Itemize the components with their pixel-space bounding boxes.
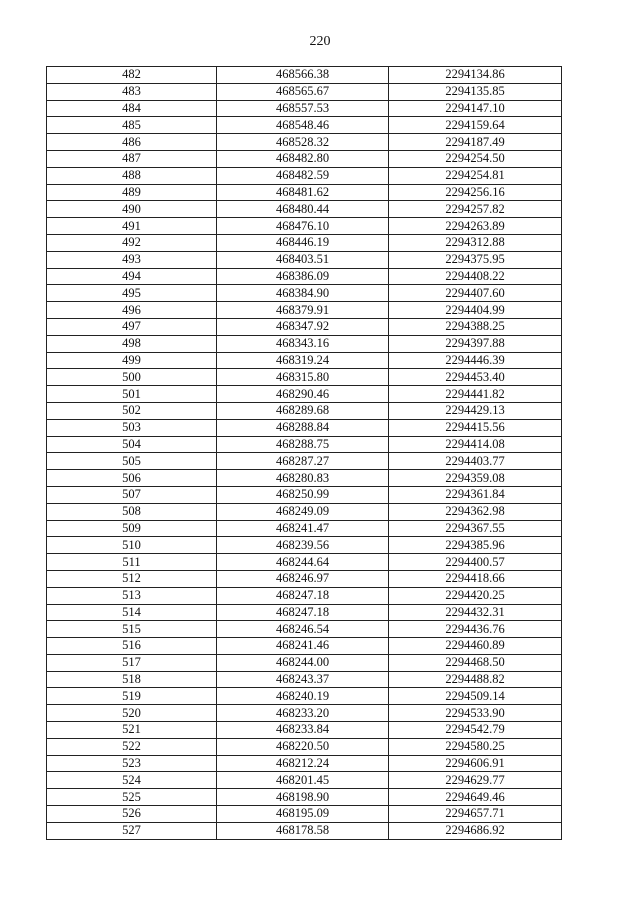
x-coordinate-cell: 468220.50 (217, 738, 389, 755)
point-number-cell: 509 (47, 520, 217, 537)
y-coordinate-cell: 2294429.13 (389, 402, 562, 419)
y-coordinate-cell: 2294460.89 (389, 638, 562, 655)
table-row (47, 67, 562, 84)
point-number-cell: 521 (47, 722, 217, 739)
y-coordinate-cell: 2294468.50 (389, 654, 562, 671)
table-row (47, 117, 562, 134)
y-coordinate-cell: 2294135.85 (389, 83, 562, 100)
x-coordinate-cell: 468246.54 (217, 621, 389, 638)
x-coordinate-cell: 468201.45 (217, 772, 389, 789)
y-coordinate-cell: 2294441.82 (389, 386, 562, 403)
x-coordinate-cell: 468241.47 (217, 520, 389, 537)
point-number-cell: 486 (47, 134, 217, 151)
y-coordinate-cell: 2294263.89 (389, 218, 562, 235)
table-row (47, 402, 562, 419)
point-number-cell: 523 (47, 755, 217, 772)
point-number-cell: 489 (47, 184, 217, 201)
point-number-cell: 490 (47, 201, 217, 218)
y-coordinate-cell: 2294187.49 (389, 134, 562, 151)
table-row (47, 285, 562, 302)
table-row (47, 251, 562, 268)
coordinates-table (46, 66, 562, 840)
point-number-cell: 511 (47, 554, 217, 571)
y-coordinate-cell: 2294415.56 (389, 419, 562, 436)
x-coordinate-cell: 468347.92 (217, 318, 389, 335)
y-coordinate-cell: 2294359.08 (389, 470, 562, 487)
x-coordinate-cell: 468233.20 (217, 705, 389, 722)
table-row (47, 318, 562, 335)
table-row (47, 352, 562, 369)
point-number-cell: 500 (47, 369, 217, 386)
table-row (47, 654, 562, 671)
point-number-cell: 525 (47, 789, 217, 806)
table-row (47, 134, 562, 151)
table-row (47, 772, 562, 789)
table-row (47, 436, 562, 453)
point-number-cell: 524 (47, 772, 217, 789)
table-row (47, 83, 562, 100)
x-coordinate-cell: 468249.09 (217, 503, 389, 520)
point-number-cell: 495 (47, 285, 217, 302)
y-coordinate-cell: 2294408.22 (389, 268, 562, 285)
point-number-cell: 513 (47, 587, 217, 604)
y-coordinate-cell: 2294400.57 (389, 554, 562, 571)
table-row (47, 419, 562, 436)
table-row (47, 520, 562, 537)
point-number-cell: 501 (47, 386, 217, 403)
y-coordinate-cell: 2294606.91 (389, 755, 562, 772)
x-coordinate-cell: 468557.53 (217, 100, 389, 117)
y-coordinate-cell: 2294453.40 (389, 369, 562, 386)
y-coordinate-cell: 2294312.88 (389, 234, 562, 251)
table-row (47, 486, 562, 503)
point-number-cell: 526 (47, 806, 217, 823)
x-coordinate-cell: 468287.27 (217, 453, 389, 470)
table-row (47, 806, 562, 823)
x-coordinate-cell: 468386.09 (217, 268, 389, 285)
y-coordinate-cell: 2294580.25 (389, 738, 562, 755)
x-coordinate-cell: 468482.59 (217, 167, 389, 184)
x-coordinate-cell: 468548.46 (217, 117, 389, 134)
x-coordinate-cell: 468315.80 (217, 369, 389, 386)
point-number-cell: 514 (47, 604, 217, 621)
table-row (47, 587, 562, 604)
table-row (47, 638, 562, 655)
point-number-cell: 506 (47, 470, 217, 487)
x-coordinate-cell: 468233.84 (217, 722, 389, 739)
x-coordinate-cell: 468239.56 (217, 537, 389, 554)
y-coordinate-cell: 2294404.99 (389, 302, 562, 319)
x-coordinate-cell: 468476.10 (217, 218, 389, 235)
point-number-cell: 510 (47, 537, 217, 554)
page-number: 220 (309, 34, 331, 49)
point-number-cell: 512 (47, 570, 217, 587)
y-coordinate-cell: 2294533.90 (389, 705, 562, 722)
x-coordinate-cell: 468247.18 (217, 587, 389, 604)
coordinates-table-body (47, 67, 562, 840)
table-row (47, 470, 562, 487)
x-coordinate-cell: 468384.90 (217, 285, 389, 302)
point-number-cell: 498 (47, 335, 217, 352)
table-row (47, 671, 562, 688)
table-row (47, 688, 562, 705)
y-coordinate-cell: 2294375.95 (389, 251, 562, 268)
y-coordinate-cell: 2294432.31 (389, 604, 562, 621)
point-number-cell: 516 (47, 638, 217, 655)
y-coordinate-cell: 2294509.14 (389, 688, 562, 705)
table-row (47, 386, 562, 403)
x-coordinate-cell: 468319.24 (217, 352, 389, 369)
y-coordinate-cell: 2294254.50 (389, 150, 562, 167)
point-number-cell: 496 (47, 302, 217, 319)
x-coordinate-cell: 468195.09 (217, 806, 389, 823)
table-row (47, 621, 562, 638)
point-number-cell: 487 (47, 150, 217, 167)
y-coordinate-cell: 2294657.71 (389, 806, 562, 823)
y-coordinate-cell: 2294385.96 (389, 537, 562, 554)
y-coordinate-cell: 2294159.64 (389, 117, 562, 134)
y-coordinate-cell: 2294367.55 (389, 520, 562, 537)
y-coordinate-cell: 2294420.25 (389, 587, 562, 604)
table-row (47, 604, 562, 621)
x-coordinate-cell: 468247.18 (217, 604, 389, 621)
point-number-cell: 508 (47, 503, 217, 520)
y-coordinate-cell: 2294414.08 (389, 436, 562, 453)
y-coordinate-cell: 2294629.77 (389, 772, 562, 789)
y-coordinate-cell: 2294397.88 (389, 335, 562, 352)
point-number-cell: 517 (47, 654, 217, 671)
table-row (47, 453, 562, 470)
y-coordinate-cell: 2294254.81 (389, 167, 562, 184)
x-coordinate-cell: 468240.19 (217, 688, 389, 705)
x-coordinate-cell: 468480.44 (217, 201, 389, 218)
x-coordinate-cell: 468178.58 (217, 822, 389, 839)
y-coordinate-cell: 2294686.92 (389, 822, 562, 839)
y-coordinate-cell: 2294388.25 (389, 318, 562, 335)
table-row (47, 369, 562, 386)
x-coordinate-cell: 468481.62 (217, 184, 389, 201)
y-coordinate-cell: 2294436.76 (389, 621, 562, 638)
point-number-cell: 520 (47, 705, 217, 722)
x-coordinate-cell: 468482.80 (217, 150, 389, 167)
y-coordinate-cell: 2294403.77 (389, 453, 562, 470)
point-number-cell: 484 (47, 100, 217, 117)
x-coordinate-cell: 468289.68 (217, 402, 389, 419)
x-coordinate-cell: 468280.83 (217, 470, 389, 487)
y-coordinate-cell: 2294418.66 (389, 570, 562, 587)
y-coordinate-cell: 2294361.84 (389, 486, 562, 503)
point-number-cell: 527 (47, 822, 217, 839)
table-row (47, 100, 562, 117)
point-number-cell: 483 (47, 83, 217, 100)
x-coordinate-cell: 468241.46 (217, 638, 389, 655)
y-coordinate-cell: 2294362.98 (389, 503, 562, 520)
point-number-cell: 492 (47, 234, 217, 251)
table-row (47, 554, 562, 571)
table-row (47, 234, 562, 251)
x-coordinate-cell: 468565.67 (217, 83, 389, 100)
point-number-cell: 507 (47, 486, 217, 503)
point-number-cell: 493 (47, 251, 217, 268)
y-coordinate-cell: 2294649.46 (389, 789, 562, 806)
x-coordinate-cell: 468246.97 (217, 570, 389, 587)
table-row (47, 167, 562, 184)
y-coordinate-cell: 2294407.60 (389, 285, 562, 302)
y-coordinate-cell: 2294147.10 (389, 100, 562, 117)
x-coordinate-cell: 468528.32 (217, 134, 389, 151)
x-coordinate-cell: 468288.84 (217, 419, 389, 436)
x-coordinate-cell: 468403.51 (217, 251, 389, 268)
table-row (47, 302, 562, 319)
point-number-cell: 485 (47, 117, 217, 134)
x-coordinate-cell: 468198.90 (217, 789, 389, 806)
x-coordinate-cell: 468290.46 (217, 386, 389, 403)
point-number-cell: 504 (47, 436, 217, 453)
point-number-cell: 502 (47, 402, 217, 419)
y-coordinate-cell: 2294257.82 (389, 201, 562, 218)
x-coordinate-cell: 468446.19 (217, 234, 389, 251)
point-number-cell: 519 (47, 688, 217, 705)
point-number-cell: 488 (47, 167, 217, 184)
x-coordinate-cell: 468243.37 (217, 671, 389, 688)
table-row (47, 789, 562, 806)
table-row (47, 503, 562, 520)
point-number-cell: 494 (47, 268, 217, 285)
x-coordinate-cell: 468244.00 (217, 654, 389, 671)
table-row (47, 738, 562, 755)
point-number-cell: 499 (47, 352, 217, 369)
table-row (47, 201, 562, 218)
table-row (47, 570, 562, 587)
x-coordinate-cell: 468379.91 (217, 302, 389, 319)
point-number-cell: 515 (47, 621, 217, 638)
table-row (47, 822, 562, 839)
y-coordinate-cell: 2294488.82 (389, 671, 562, 688)
x-coordinate-cell: 468566.38 (217, 67, 389, 84)
table-row (47, 537, 562, 554)
y-coordinate-cell: 2294256.16 (389, 184, 562, 201)
table-row (47, 705, 562, 722)
point-number-cell: 518 (47, 671, 217, 688)
point-number-cell: 497 (47, 318, 217, 335)
table-row (47, 184, 562, 201)
y-coordinate-cell: 2294134.86 (389, 67, 562, 84)
table-row (47, 150, 562, 167)
table-row (47, 218, 562, 235)
x-coordinate-cell: 468212.24 (217, 755, 389, 772)
x-coordinate-cell: 468250.99 (217, 486, 389, 503)
point-number-cell: 482 (47, 67, 217, 84)
y-coordinate-cell: 2294446.39 (389, 352, 562, 369)
x-coordinate-cell: 468244.64 (217, 554, 389, 571)
point-number-cell: 522 (47, 738, 217, 755)
y-coordinate-cell: 2294542.79 (389, 722, 562, 739)
point-number-cell: 505 (47, 453, 217, 470)
table-row (47, 722, 562, 739)
table-row (47, 268, 562, 285)
table-row (47, 335, 562, 352)
x-coordinate-cell: 468343.16 (217, 335, 389, 352)
point-number-cell: 491 (47, 218, 217, 235)
table-row (47, 755, 562, 772)
point-number-cell: 503 (47, 419, 217, 436)
x-coordinate-cell: 468288.75 (217, 436, 389, 453)
